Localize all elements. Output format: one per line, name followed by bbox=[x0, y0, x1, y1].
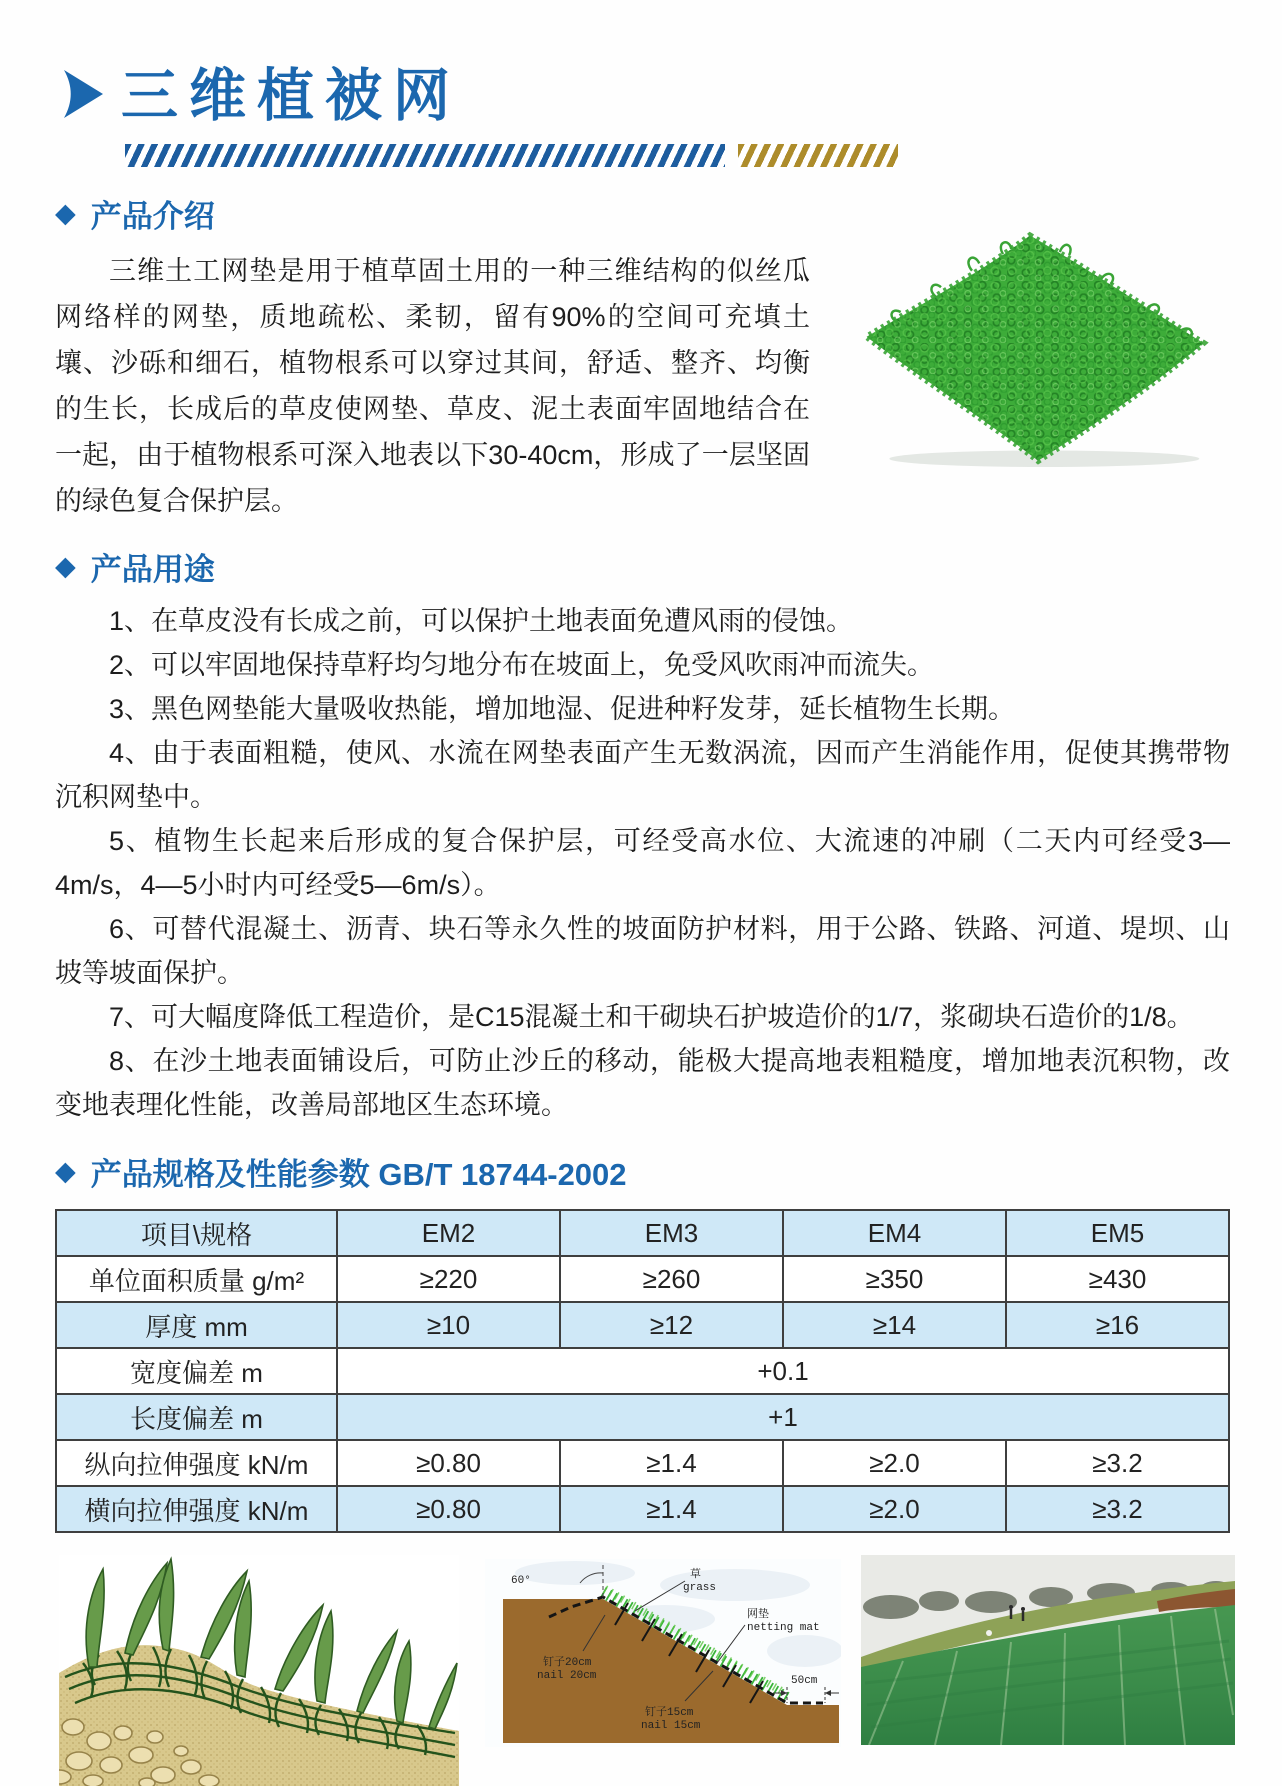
row-label: 纵向拉伸强度 kN/m bbox=[56, 1440, 337, 1486]
product-photo bbox=[838, 219, 1230, 467]
specs-heading bbox=[55, 1149, 1230, 1194]
diamond-icon: ◆ bbox=[55, 1156, 76, 1186]
value-cell: ≥2.0 bbox=[783, 1440, 1006, 1486]
table-row bbox=[56, 1440, 1229, 1486]
header-cell: EM4 bbox=[783, 1210, 1006, 1256]
title-row bbox=[55, 48, 1230, 134]
list-item: 1、在草皮没有长成之前，可以保护土地表面免遭风雨的侵蚀。 bbox=[109, 606, 854, 636]
diagram-grass-en-label: grass bbox=[683, 1582, 717, 1594]
page-title: 三维植被网 bbox=[121, 65, 461, 128]
value-cell: ≥2.0 bbox=[783, 1486, 1006, 1532]
header-cell: EM2 bbox=[337, 1210, 560, 1256]
list-item: 8、在沙土地表面铺设后，可防止沙丘的移动，能极大提高地表粗糙度，增加地表沉积物，改变地表理化性能，改善局部地区生态环境。 bbox=[55, 1046, 1230, 1120]
table-row bbox=[56, 1394, 1229, 1440]
diamond-icon: ◆ bbox=[55, 198, 76, 228]
list-item: 3、黑色网垫能大量吸收热能，增加地湿、促进种籽发芽，延长植物生长期。 bbox=[109, 694, 1016, 724]
diagram-mat-cn-label: 网垫 bbox=[747, 1609, 769, 1621]
table-row bbox=[56, 1486, 1229, 1532]
list-item: 5、植物生长起来后形成的复合保护层，可经受高水位、大流速的冲刷（二天内可经受3—4m/s，4—5小时内可经受5—6m/s）。 bbox=[55, 826, 1230, 900]
row-label: 宽度偏差 m bbox=[56, 1348, 337, 1394]
list-item: 4、由于表面粗糙，使风、水流在网垫表面产生无数涡流，因而产生消能作用，促使其携带物沉积网垫中。 bbox=[55, 738, 1230, 812]
roots-soil-illustration bbox=[59, 1555, 459, 1786]
value-cell: ≥3.2 bbox=[1006, 1440, 1229, 1486]
diagram-nail20-cn-label: 钉子20cm bbox=[543, 1657, 592, 1669]
uses-heading bbox=[55, 544, 1230, 589]
value-cell: ≥260 bbox=[560, 1256, 783, 1302]
value-cell: +1 bbox=[337, 1394, 1229, 1440]
table-row bbox=[56, 1302, 1229, 1348]
diamond-icon: ◆ bbox=[55, 551, 76, 581]
diagram-grass-cn-label: 草 bbox=[690, 1569, 701, 1581]
specs-heading-text: 产品规格及性能参数 GB/T 18744-2002 bbox=[90, 1157, 627, 1192]
section-intro bbox=[55, 191, 1230, 524]
divider-stripe-blue bbox=[125, 144, 725, 167]
value-cell: ≥14 bbox=[783, 1302, 1006, 1348]
table-row bbox=[56, 1348, 1229, 1394]
diagram-mat-en-label: netting mat bbox=[747, 1622, 820, 1634]
value-cell: ≥0.80 bbox=[337, 1486, 560, 1532]
divider-stripe-gold bbox=[738, 144, 898, 167]
installation-diagram bbox=[485, 1559, 841, 1747]
value-cell: ≥430 bbox=[1006, 1256, 1229, 1302]
list-item: 6、可替代混凝土、沥青、块石等永久性的坡面防护材料，用于公路、铁路、河道、堤坝、山坡等坡面保护。 bbox=[55, 914, 1230, 988]
arrow-right-icon bbox=[61, 68, 105, 120]
header-cell: EM5 bbox=[1006, 1210, 1229, 1256]
list-item: 7、可大幅度降低工程造价，是C15混凝土和干砌块石护坡造价的1/7，浆砌块石造价的1/8。 bbox=[109, 1002, 1194, 1032]
header-cell: 项目\规格 bbox=[56, 1210, 337, 1256]
value-cell: ≥0.80 bbox=[337, 1440, 560, 1486]
uses-heading-text: 产品用途 bbox=[90, 552, 215, 587]
figures-row bbox=[55, 1555, 1230, 1786]
intro-heading bbox=[55, 191, 810, 236]
value-cell: ≥1.4 bbox=[560, 1486, 783, 1532]
uses-list bbox=[55, 599, 1230, 1127]
header-cell: EM3 bbox=[560, 1210, 783, 1256]
diagram-nail15-en-label: nail 15cm bbox=[641, 1720, 701, 1732]
diagram-nail20-en-label: nail 20cm bbox=[537, 1670, 597, 1682]
value-cell: ≥1.4 bbox=[560, 1440, 783, 1486]
section-uses bbox=[55, 544, 1230, 1127]
diagram-angle-label: 60° bbox=[511, 1575, 531, 1587]
table-header-row bbox=[56, 1210, 1229, 1256]
value-cell: ≥220 bbox=[337, 1256, 560, 1302]
row-label: 长度偏差 m bbox=[56, 1394, 337, 1440]
slope-photo bbox=[861, 1555, 1235, 1745]
title-divider bbox=[125, 144, 1230, 167]
row-label: 横向拉伸强度 kN/m bbox=[56, 1486, 337, 1532]
intro-heading-text: 产品介绍 bbox=[90, 199, 215, 234]
section-specs bbox=[55, 1149, 1230, 1533]
value-cell: ≥10 bbox=[337, 1302, 560, 1348]
list-item: 2、可以牢固地保持草籽均匀地分布在坡面上，免受风吹雨冲而流失。 bbox=[109, 650, 935, 680]
diagram-dim-label: 50cm bbox=[791, 1675, 818, 1687]
row-label: 厚度 mm bbox=[56, 1302, 337, 1348]
intro-paragraph: 三维土工网垫是用于植草固土用的一种三维结构的似丝瓜网络样的网垫，质地疏松、柔韧，留有90%的空间可充填土壤、沙砾和细石，植物根系可以穿过其间，舒适、整齐、均衡的生长，长成后的草皮使网垫、草皮、泥土表面牢固地结合在一起，由于植物根系可深入地表以下30-40cm，形成了一层坚固的绿色复合保护层。 bbox=[55, 256, 810, 516]
value-cell: +0.1 bbox=[337, 1348, 1229, 1394]
value-cell: ≥12 bbox=[560, 1302, 783, 1348]
value-cell: ≥3.2 bbox=[1006, 1486, 1229, 1532]
value-cell: ≥350 bbox=[783, 1256, 1006, 1302]
value-cell: ≥16 bbox=[1006, 1302, 1229, 1348]
spec-table bbox=[55, 1209, 1230, 1533]
diagram-nail15-cn-label: 钉子15cm bbox=[645, 1707, 694, 1719]
row-label: 单位面积质量 g/m² bbox=[56, 1256, 337, 1302]
table-row bbox=[56, 1256, 1229, 1302]
